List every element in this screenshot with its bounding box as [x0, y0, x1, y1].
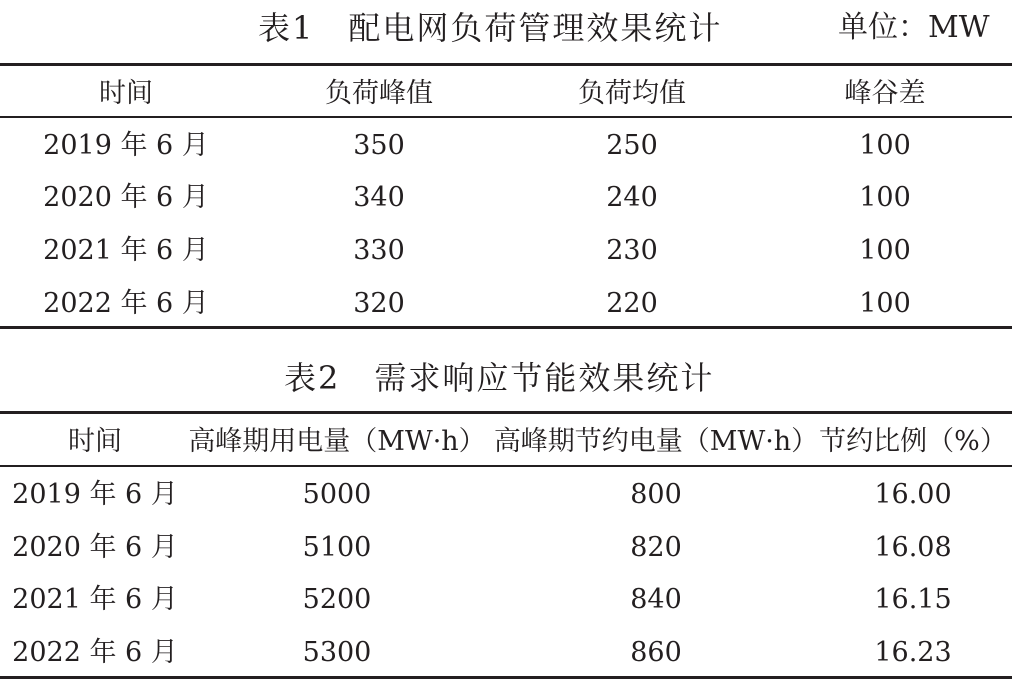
table2-cell-time: 2022 年 6 月: [12, 637, 178, 668]
table2-cell-time: 2020 年 6 月: [12, 532, 178, 563]
table1-cell-diff: 100: [859, 130, 911, 161]
table1-caption: [258, 9, 723, 47]
table1-header-diff: 峰谷差: [844, 78, 926, 109]
table1-cell-peak: 340: [353, 182, 405, 213]
table1-caption-number: 表1: [258, 9, 315, 47]
table2-cell-usage: 5300: [302, 637, 372, 668]
table1-unit: 单位：MW: [838, 10, 990, 45]
table1-cell-mean: 240: [606, 182, 658, 213]
table1-header-time: 时间: [99, 78, 153, 109]
table2-caption-number: 表2: [284, 359, 341, 397]
table2-cell-ratio: 16.08: [874, 532, 952, 563]
table1-caption-title: 配电网负荷管理效果统计: [348, 9, 723, 47]
table2-top-rule: [0, 411, 1012, 414]
table2-header-rule: [0, 465, 1012, 467]
table2-cell-usage: 5200: [302, 584, 372, 615]
table2-bottom-rule: [0, 676, 1012, 679]
table1-header-peak: 负荷峰值: [325, 78, 433, 109]
table1-cell-mean: 220: [606, 288, 658, 319]
table2-header-usage: 高峰期用电量（MW·h）: [188, 426, 486, 457]
table1-cell-mean: 250: [606, 130, 658, 161]
table1-cell-diff: 100: [859, 288, 911, 319]
table2-cell-usage: 5000: [302, 479, 372, 510]
table1-header-rule: [0, 116, 1012, 118]
table2-cell-saving: 820: [630, 532, 682, 563]
table1-cell-diff: 100: [859, 235, 911, 266]
table2-caption: [284, 359, 715, 397]
table2-caption-title: 需求响应节能效果统计: [374, 359, 715, 397]
table1-cell-peak: 320: [353, 288, 405, 319]
table2-cell-time: 2019 年 6 月: [12, 479, 178, 510]
table2-header-saving: 高峰期节约电量（MW·h）: [493, 426, 819, 457]
table2-cell-saving: 840: [630, 584, 682, 615]
table2-cell-usage: 5100: [302, 532, 372, 563]
table2-cell-saving: 860: [630, 637, 682, 668]
table1-bottom-rule: [0, 326, 1012, 329]
table2-cell-ratio: 16.23: [874, 637, 952, 668]
table1-cell-time: 2019 年 6 月: [43, 130, 209, 161]
table1-cell-peak: 330: [353, 235, 405, 266]
table1-top-rule: [0, 63, 1012, 66]
table1-header-mean: 负荷均值: [578, 78, 686, 109]
table1-cell-diff: 100: [859, 182, 911, 213]
table2-cell-ratio: 16.00: [874, 479, 952, 510]
table1-cell-peak: 350: [353, 130, 405, 161]
table2-cell-saving: 800: [630, 479, 682, 510]
table2-header-ratio: 节约比例（%）: [819, 426, 1007, 457]
table1-cell-mean: 230: [606, 235, 658, 266]
table1-cell-time: 2021 年 6 月: [43, 235, 209, 266]
table1-cell-time: 2022 年 6 月: [43, 288, 209, 319]
table2-cell-time: 2021 年 6 月: [12, 584, 178, 615]
table2-header-time: 时间: [68, 426, 122, 457]
table2-cell-ratio: 16.15: [874, 584, 952, 615]
table1-cell-time: 2020 年 6 月: [43, 182, 209, 213]
